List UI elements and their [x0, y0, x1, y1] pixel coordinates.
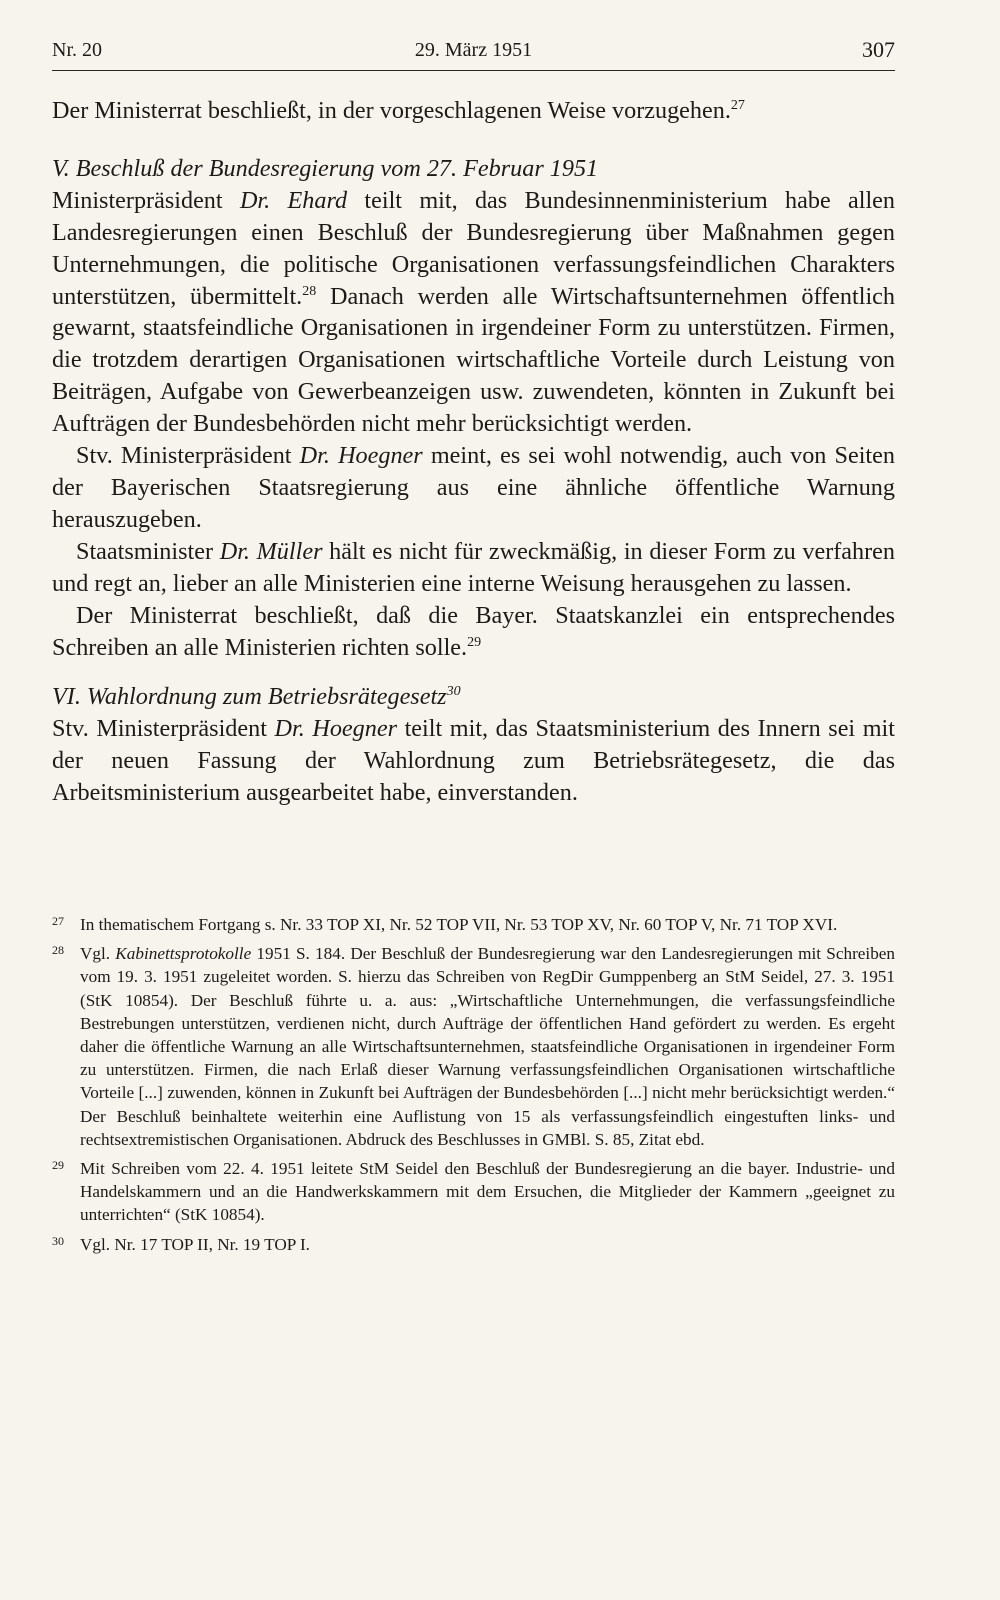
paragraph-text: Stv. Ministerpräsident [52, 715, 275, 743]
person-name: Dr. Ehard [239, 186, 348, 214]
footnote-text: In thematischem Fortgang s. Nr. 33 TOP XI, Nr. 52 TOP VII, Nr. 53 TOP XV, Nr. 60 TOP V, Nr. 71 TOP XVI. [80, 915, 838, 935]
paragraph-text: Stv. Ministerpräsident [76, 442, 300, 470]
paragraph-text: teilt mit, das Staatsministerium des Innern sei mit der neuen Fassung der Wahlordnung zum Betriebsrätegesetz, die das Arbeitsministerium ausgearbeitet habe, einverstanden. [52, 715, 895, 807]
footnote-ref[interactable]: 27 [730, 98, 745, 113]
paragraph-text: meint, es sei wohl notwendig, auch von Seiten der Bayerischen Staatsregierung aus eine ähnliche öffentliche Warnung herauszugeben. [52, 442, 895, 533]
section-heading: V. Beschluß der Bundesregierung vom 27. Februar 1951 [52, 154, 599, 182]
section-heading-text: VI. Wahlordnung zum Betriebsrätegesetz [52, 683, 447, 711]
paragraph-text: Der Ministerrat beschließt, in der vorgeschlagenen Weise vorzugehen. [52, 97, 731, 124]
document-number: Nr. 20 [52, 39, 102, 61]
footnote-text: Vgl. Nr. 17 TOP II, Nr. 19 TOP I. [80, 1234, 310, 1254]
footnote-number: 28 [52, 943, 64, 958]
paragraph-text: Danach werden alle Wirtschaftsunternehmen öffentlich gewarnt, staatsfeindliche Organisationen in irgendeiner Form zu unterstützen. Firmen, die trotzdem derartigen Organisationen wirtschaftliche Vorteile durch Leistung von Beiträgen, Aufgabe von Gewerbeanzeigen usw. zuwendeten, könnten in Zukunft bei Aufträgen der Bundesbehörden nicht mehr berücksichtigt werden. [52, 282, 895, 438]
footnote-text: Mit Schreiben vom 22. 4. 1951 leitete StM Seidel den Beschluß der Bundesregierung an die bayer. Industrie- und Handelskammern und an die Handwerkskammern mit dem Ersuchen, die Mitglieder der Kammern „geeignet zu unterrichten“ (StK 10854). [80, 1159, 895, 1225]
footnote-ref[interactable]: 28 [302, 283, 317, 299]
paragraph [52, 536, 895, 600]
document-date: 29. März 1951 [414, 39, 533, 61]
running-header [52, 34, 895, 66]
header-rule [52, 70, 895, 71]
paragraph [52, 440, 895, 536]
footnote [52, 942, 895, 1151]
footnote-number: 29 [52, 1158, 64, 1173]
footnote-ref[interactable]: 30 [446, 684, 461, 700]
person-name: Dr. Hoegner [274, 715, 397, 743]
paragraph-text: Ministerpräsident [52, 186, 240, 214]
document-page [52, 34, 895, 1262]
footnote [52, 913, 895, 936]
person-name: Dr. Hoegner [299, 442, 423, 470]
footnotes [52, 913, 895, 1256]
page-number: 307 [862, 37, 895, 62]
paragraph [52, 600, 895, 664]
paragraph [52, 185, 895, 440]
paragraph-text: Staatsminister [76, 537, 220, 565]
paragraph-text: hält es nicht für zweckmäßig, in dieser Form zu verfahren und regt an, lieber an alle Ministerien eine interne Weisung herausgehen zu lassen. [52, 537, 896, 597]
footnote-text: 1951 S. 184. Der Beschluß der Bundesregierung war den Landesregierungen mit Schreiben vom 19. 3. 1951 zugeleitet worden. S. hierzu das Schreiben von RegDir Gumppenberg an StM Seidel, 27. 3. 1951 (StK 10854). Der Beschluß führte u. a. aus: „Wirtschaftliche Unternehmungen, die verfassungsfeindliche Bestrebungen unterstützen, verdienen nicht, durch Aufträge der öffentlichen Hand gefördert zu werden. Es ergeht daher die öffentliche Warnung an alle Wirtschaftsunternehmen, staatsfeindliche Organisationen in irgendeiner Form zu unterstützen. Firmen, die nach Erlaß dieser Warnung verfassungsfeindlichen Organisationen wirtschaftliche Vorteile [...] zuwenden, können in Zukunft bei Aufträgen der Bundesbehörden [...] nicht mehr berücksichtigt werden.“ Der Beschluß beinhaltete weiterhin eine Auflistung von 15 als verfassungsfeindlich eingestuften links- und rechtsextremistischen Organisationen. Abdruck des Beschlusses in GMBl. S. 85, Zitat ebd. [80, 944, 896, 1149]
footnote [52, 1157, 895, 1227]
footnote-ref[interactable]: 29 [467, 634, 482, 650]
paragraph-text: teilt mit, das Bundesinnenministerium habe allen Landesregierungen einen Beschluß der Bundesregierung über Maßnahmen gegen Unternehmungen, die politische Organisationen verfassungsfeindlichen Charakters unterstützen, übermittelt. [52, 186, 896, 310]
footnote [52, 1233, 895, 1256]
section-heading [52, 681, 895, 713]
paragraph [52, 95, 895, 127]
footnote-text: Vgl. [80, 944, 116, 964]
main-text [52, 95, 895, 809]
footnote-number: 27 [52, 914, 64, 929]
footnote-number: 30 [52, 1233, 64, 1248]
cited-title: Kabinettsprotokolle [115, 944, 252, 964]
paragraph [52, 713, 895, 809]
person-name: Dr. Müller [219, 537, 323, 565]
paragraph-text: Der Ministerrat beschließt, daß die Bayer. Staatskanzlei ein entsprechendes Schreiben an alle Ministerien richten solle. [52, 601, 895, 661]
